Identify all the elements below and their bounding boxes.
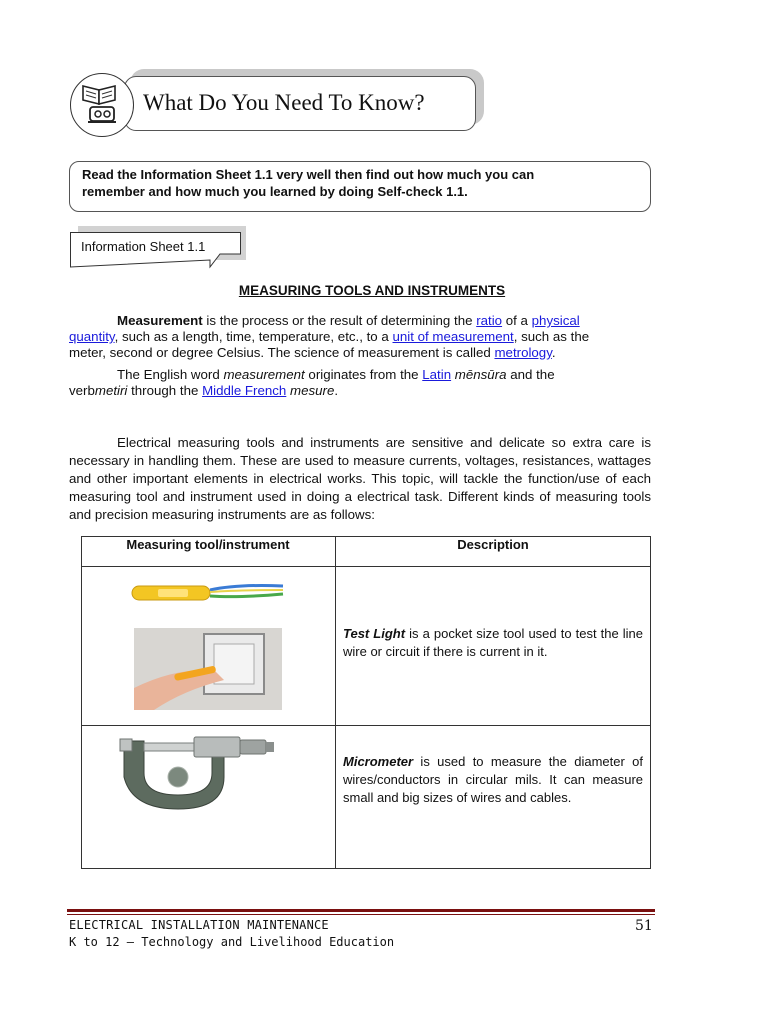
table-row-divider xyxy=(81,725,651,726)
italic-word: measurement xyxy=(223,367,305,382)
text: originates from the xyxy=(304,367,423,382)
tool-desc: is a pocket size tool used to test the line wire or circuit if there is current in it. xyxy=(343,626,643,659)
text: and the xyxy=(506,367,555,382)
text: meter, second or degree Celsius. The science of measurement is called xyxy=(69,345,495,360)
text: , such as a length, time, temperature, etc., to a xyxy=(114,329,393,344)
link-unit-of-measurement[interactable]: unit of measurement xyxy=(392,329,514,344)
page-number: 51 xyxy=(635,918,653,934)
link-metrology[interactable]: metrology xyxy=(494,345,552,360)
page-title: What Do You Need To Know? xyxy=(143,90,425,115)
italic-word: mēnsūra xyxy=(454,367,507,382)
footer-rule-thin xyxy=(67,914,655,915)
information-sheet-label: Information Sheet 1.1 xyxy=(81,239,206,254)
link-middle-french[interactable]: Middle French xyxy=(202,383,287,398)
text: . xyxy=(551,345,556,360)
link-latin[interactable]: Latin xyxy=(422,367,452,382)
text: The English word xyxy=(117,367,224,382)
micrometer-image xyxy=(118,733,278,811)
table-header-divider xyxy=(81,566,651,567)
tool-name: Test Light xyxy=(343,626,406,641)
text: of a xyxy=(502,313,532,328)
link-physical-quantity[interactable]: quantity xyxy=(69,329,115,344)
footer-course-title: ELECTRICAL INSTALLATION MAINTENANCE xyxy=(69,918,329,932)
instruction-line: remember and how much you learned by doing Self-check 1.1. xyxy=(82,184,468,199)
book-icon xyxy=(70,73,134,137)
instruction-line: Read the Information Sheet 1.1 very well then find out how much you can xyxy=(82,167,535,182)
text: verb xyxy=(69,383,95,398)
italic-word: mesure xyxy=(290,383,335,398)
footer-program: K to 12 – Technology and Livelihood Education xyxy=(69,935,395,949)
column-header-description: Description xyxy=(457,537,529,552)
column-header-tool: Measuring tool/instrument xyxy=(126,537,290,552)
term-measurement: Measurement xyxy=(117,313,203,328)
test-light-image xyxy=(128,578,290,608)
text: , such as the xyxy=(513,329,590,344)
section-heading: MEASURING TOOLS AND INSTRUMENTS xyxy=(238,283,506,298)
link-ratio[interactable]: ratio xyxy=(476,313,503,328)
table-col-divider xyxy=(335,536,336,869)
link-physical-quantity[interactable]: physical xyxy=(531,313,580,328)
paragraph-intro: Electrical measuring tools and instruments are sensitive and delicate so extra care is necessary in handling them. These are used to measure currents, voltages, resistances, wattages and other important elements in electrical works. This topic, will tackle the function/use of each measuring tool and instrument used in doing a electrical task. Different kinds of measuring tools and precision measuring instruments are as follows: xyxy=(69,435,651,522)
test-light-usage-photo xyxy=(134,628,282,710)
test-light-description xyxy=(343,625,643,661)
text: is the process or the result of determining the xyxy=(202,313,477,328)
italic-word: metiri xyxy=(94,383,128,398)
paragraph-etymology xyxy=(69,367,651,399)
text: through the xyxy=(127,383,203,398)
paragraph-measurement xyxy=(69,313,651,361)
micrometer-description xyxy=(343,753,643,807)
text: . xyxy=(334,383,339,398)
instruction-text xyxy=(82,166,642,200)
footer-rule xyxy=(67,909,655,912)
tool-name: Micrometer xyxy=(343,754,414,769)
tool-desc: is used to measure the diameter of wires/conductors in circular mils. It can measure small and big sizes of wires and cables. xyxy=(343,754,643,805)
